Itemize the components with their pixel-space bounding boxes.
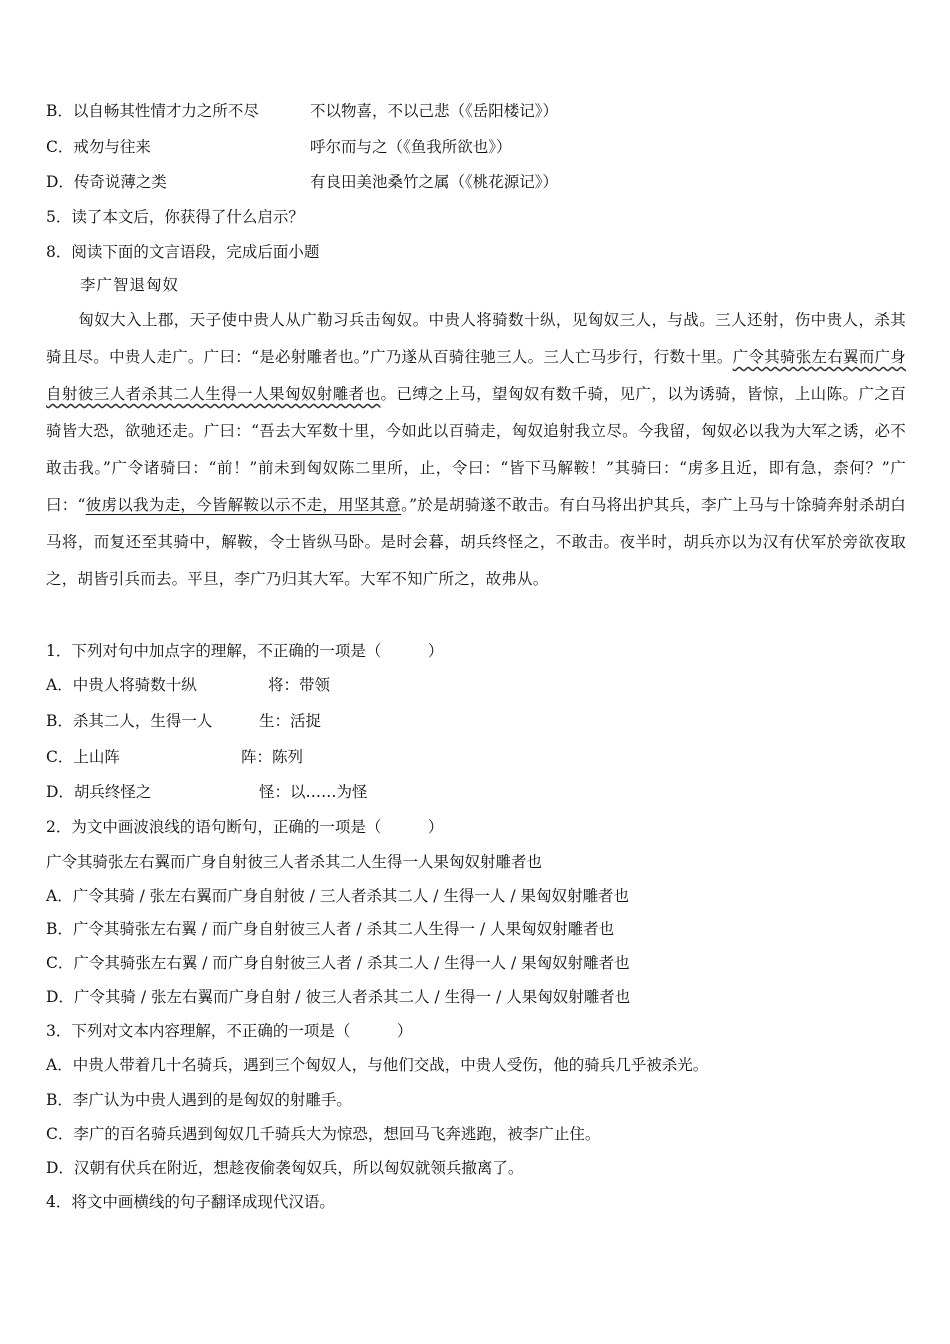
passage-title: 李广智退匈奴 [80,276,180,294]
option-label: B．以自畅其性情才力之所不尽 [46,102,259,120]
question-4: 4．将文中画横线的句子翻译成现代汉语。 [46,1193,335,1211]
question-8-instruction: 8．阅读下面的文言语段，完成后面小题 [46,243,320,261]
q1-option-b-meaning: 生：活捉 [259,712,322,730]
top-option-d-example: 有良田美池桑竹之属（《桃花源记》） [310,173,559,191]
q1-option-d-meaning: 怪：以……为怪 [259,783,368,801]
passage-body [46,302,906,598]
question-5: 5．读了本文后，你获得了什么启示？ [46,208,304,226]
q3-option-b: B．李广认为中贵人遇到的是匈奴的射雕手。 [46,1091,352,1109]
wavy-underlined-sentence: 广令其骑张左右翼而广身自射彼三人者杀其二人生得一人果匈奴射雕者也 [46,348,906,403]
q1-option-c-meaning: 阵：陈列 [241,748,304,766]
q3-option-a: A．中贵人带着几十名骑兵，遇到三个匈奴人，与他们交战，中贵人受伤，他的骑兵几乎被杀光。 [46,1056,709,1074]
option-label: D．传奇说薄之类 [46,173,167,191]
passage-text-1: 匈奴大入上郡，天子使中贵人从广勒习兵击匈奴。中贵人将骑数十纵，见匈奴三人，与战。三人还射，伤中贵人，杀其骑且尽。中贵人走广。广曰：“是必射雕者也。”广乃遂从百骑往驰三人。三人亡马步行，行数十里。 [46,311,906,366]
q3-option-c: C．李广的百名骑兵遇到匈奴几千骑兵大为惊恐，想回马飞奔逃跑，被李广止住。 [46,1125,601,1143]
option-label: C．戒勿与往来 [46,138,151,156]
q1-option-a-meaning: 将：带领 [268,676,331,694]
q2-option-b: B．广令其骑张左右翼 / 而广身自射彼三人者 / 杀其二人生得一 / 人果匈奴射雕者也 [46,920,615,938]
top-option-c [46,136,151,158]
question-2-stem: 2．为文中画波浪线的语句断句，正确的一项是（ ） [46,818,444,836]
question-1-stem: 1．下列对句中加点字的理解，不正确的一项是（ ） [46,642,444,660]
passage-text-3: 。”於是胡骑遂不敢击。有白马将出护其兵，李广上马与十馀骑奔射杀胡白马将，而复还至其骑中，解鞍，令士皆纵马卧。是时会暮，胡兵终怪之，不敢击。夜半时，胡兵亦以为汉有伏军於旁欲夜取之，胡皆引兵而去。平旦，李广乃归其大军。大军不知广所之，故弗从。 [46,496,906,588]
top-option-b-example: 不以物喜，不以己悲（《岳阳楼记》） [310,102,559,120]
q1-option-d: D．胡兵终怪之 [46,783,152,801]
q3-option-d: D．汉朝有伏兵在附近，想趁夜偷袭匈奴兵，所以匈奴就领兵撤离了。 [46,1159,524,1177]
top-option-d [46,171,167,193]
question-3-stem: 3．下列对文本内容理解，不正确的一项是（ ） [46,1022,413,1040]
q2-option-d: D．广令其骑 / 张左右翼而广身自射 / 彼三人者杀其二人 / 生得一 / 人果匈奴射雕者也 [46,988,631,1006]
passage-text-2: 。已缚之上马，望匈奴有数千骑，见广，以为诱骑，皆惊，上山陈。广之百骑皆大恐，欲驰还走。广曰：“吾去大军数十里，今如此以百骑走，匈奴追射我立尽。今我留，匈奴必以我为大军之诱，必不敢击我。”广令诸骑曰：“前！”前未到匈奴陈二里所，止，令曰：“皆下马解鞍！”其骑曰：“虏多且近，即有急，柰何？”广曰：“ [46,385,906,514]
q1-option-c: C．上山阵 [46,748,120,766]
q2-option-a: A．广令其骑 / 张左右翼而广身自射彼 / 三人者杀其二人 / 生得一人 / 果匈奴射雕者也 [46,887,630,905]
q1-option-a: A．中贵人将骑数十纵 [46,676,197,694]
question-2-sentence: 广令其骑张左右翼而广身自射彼三人者杀其二人生得一人果匈奴射雕者也 [46,853,543,871]
top-option-c-example: 呼尔而与之（《鱼我所欲也》） [310,138,512,156]
underlined-sentence: 彼虏以我为走，今皆解鞍以示不走，用坚其意 [85,496,402,514]
top-option-b [46,100,259,122]
q2-option-c: C．广令其骑张左右翼 / 而广身自射彼三人者 / 杀其二人 / 生得一人 / 果匈奴射雕者也 [46,954,630,972]
q1-option-b: B．杀其二人，生得一人 [46,712,213,730]
